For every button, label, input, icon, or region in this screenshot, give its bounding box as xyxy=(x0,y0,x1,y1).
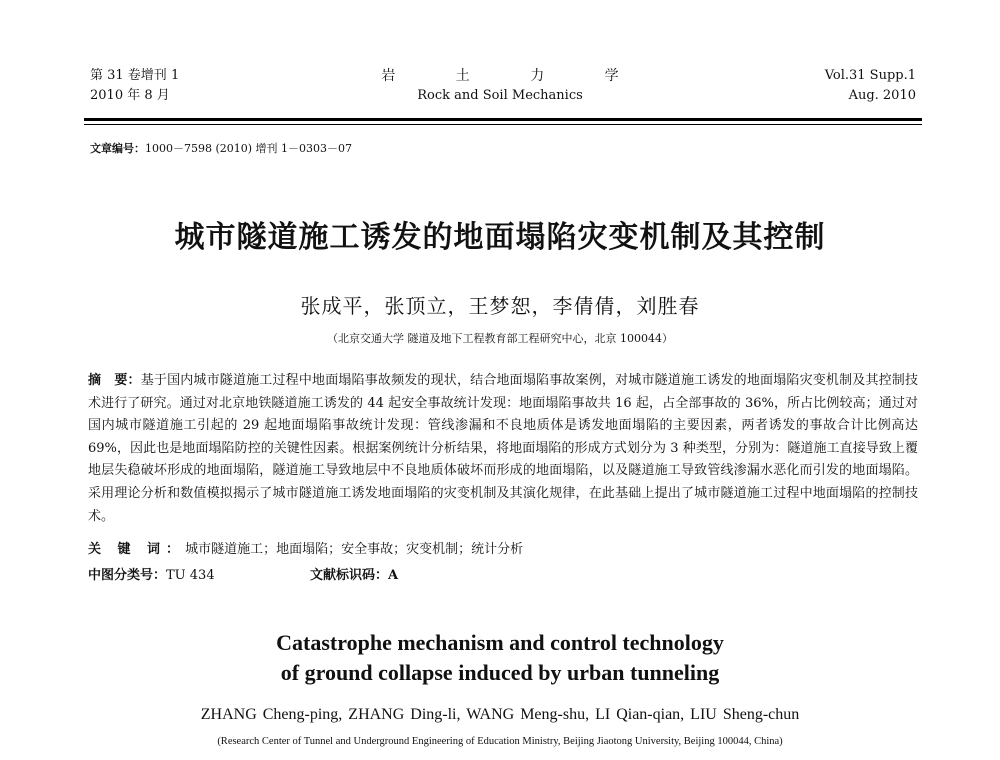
article-number-value: 1000－7598 (2010) 增刊 1－0303－07 xyxy=(145,142,353,155)
paper-title-en xyxy=(0,628,1000,688)
paper-title-en-line2: of ground collapse induced by urban tunneling xyxy=(280,660,720,685)
clc-label: 中图分类号： xyxy=(88,568,167,583)
authors-cn: 张成平，张顶立，王梦恕，李倩倩，刘胜春 xyxy=(300,294,700,318)
article-number-label: 文章编号： xyxy=(90,142,145,155)
abstract-text: 基于国内城市隧道施工过程中地面塌陷事故频发的现状，结合地面塌陷事故案例，对城市隧道施工诱发的地面塌陷灾变机制及其控制技术进行了研究。通过对北京地铁隧道施工诱发的 44 起安全事故统计发现：地面塌陷事故共 16 起，占全部事故的 36%，所占比例较高；通过对国内城市隧道施工引起的 29 起地面塌陷事故统计发现：管线渗漏和不良地质体是诱发地面塌陷的主要因素，两者诱发的事故合计比例高达 69%，因此也是地面塌陷防控的关键性因素。根据案例统计分析结果，将地面塌陷的形成方式划分为 3 种类型，分别为：隧道施工直接导致上覆地层失稳破坏形成的地面塌陷，隧道施工导致地层中不良地质体破坏而形成的地面塌陷，以及隧道施工导致管线渗漏水恶化而引发的地面塌陷。采用理论分析和数值模拟揭示了城市隧道施工诱发地面塌陷的灾变机制及其演化规律，在此基础上提出了城市隧道施工过程中地面塌陷的控制技术。 xyxy=(88,373,918,524)
volume-en: Vol.31 Supp.1 xyxy=(824,68,916,83)
date-cn: 2010 年 8 月 xyxy=(90,88,170,103)
paper-title-cn: 城市隧道施工诱发的地面塌陷灾变机制及其控制 xyxy=(174,220,826,255)
keywords-value: 城市隧道施工；地面塌陷；安全事故；灾变机制；统计分析 xyxy=(185,542,524,557)
keywords-label: 关 键 词： xyxy=(88,542,186,557)
article-number xyxy=(90,140,352,156)
journal-title-en: Rock and Soil Mechanics xyxy=(417,88,583,103)
keywords-cn xyxy=(88,538,523,557)
paper-title-en-line1: Catastrophe mechanism and control technology xyxy=(276,630,724,655)
classification-line xyxy=(88,564,918,583)
header-rule-thin xyxy=(84,124,922,125)
affiliation-cn: （北京交通大学 隧道及地下工程教育部工程研究中心，北京 100044） xyxy=(327,332,673,345)
document-code-value: A xyxy=(388,568,399,583)
clc-value: TU 434 xyxy=(166,568,215,583)
abstract-cn xyxy=(88,370,918,528)
abstract-label: 摘 要： xyxy=(88,373,141,388)
header-right xyxy=(825,66,916,106)
affiliation-en: (Research Center of Tunnel and Underground Engineering of Education Ministry, Beijing Jiaotong University, Beijing 100044, China) xyxy=(217,736,783,747)
authors-en: ZHANG Cheng-ping, ZHANG Ding-li, WANG Meng-shu, LI Qian-qian, LIU Sheng-chun xyxy=(200,706,800,723)
journal-title-cn: 岩 土 力 学 xyxy=(381,68,647,84)
document-code-label: 文献标识码： xyxy=(310,568,389,583)
header-rule-thick xyxy=(84,118,922,121)
date-en: Aug. 2010 xyxy=(848,88,916,103)
document-code xyxy=(310,564,398,583)
volume-cn: 第 31 卷增刊 1 xyxy=(90,68,180,83)
